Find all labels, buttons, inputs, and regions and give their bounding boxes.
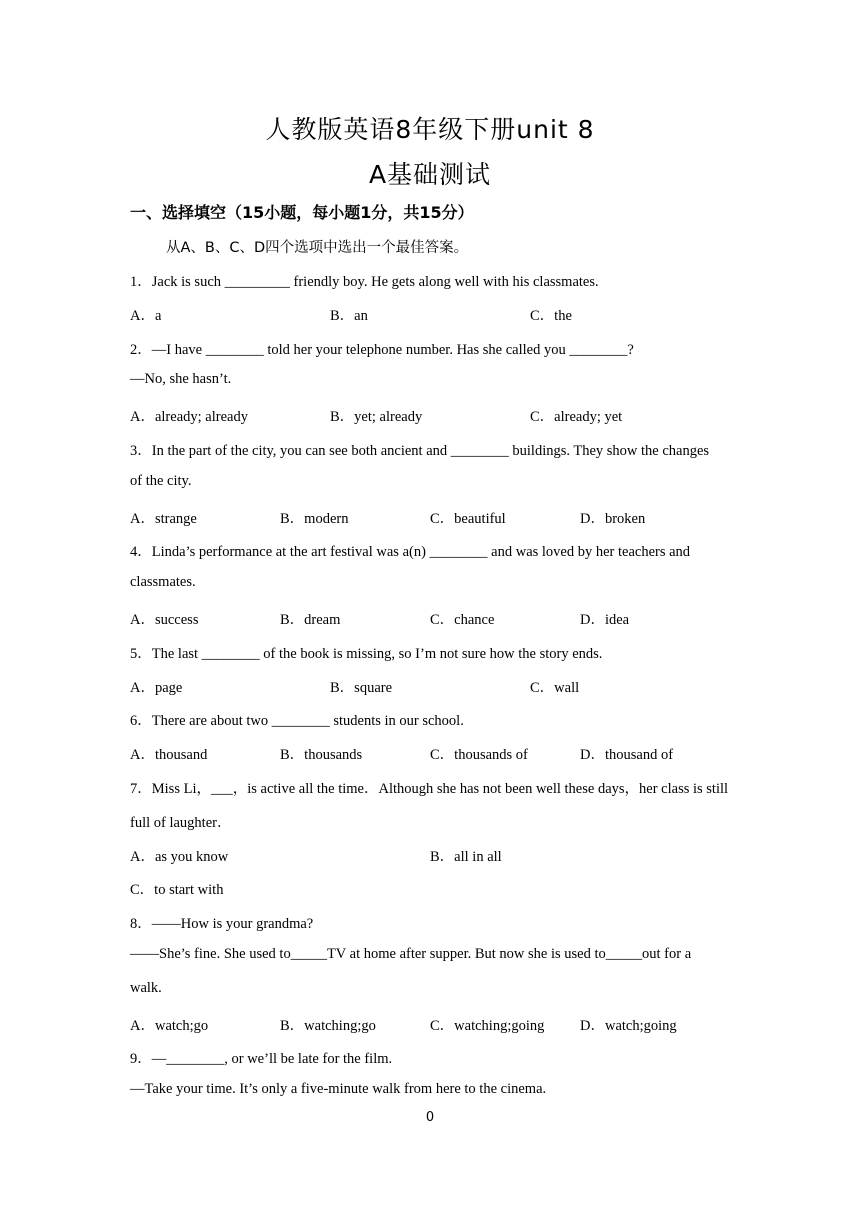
options-q3	[130, 507, 750, 527]
option-b: B．dream	[280, 612, 341, 628]
question-2: 2．—I have ________ told her your telephone number. Has she called you ________?	[130, 342, 634, 358]
option-a: A．a	[130, 308, 162, 324]
option-a: A．already; already	[130, 409, 248, 425]
option-c: C．wall	[530, 680, 580, 696]
options-q2	[130, 405, 750, 425]
option-a: A．watch;go	[130, 1018, 209, 1034]
question-3-continued: of the city.	[130, 473, 192, 489]
option-b: B．watching;go	[280, 1018, 376, 1034]
instruction: 从A、B、C、D四个选项中选出一个最佳答案。	[166, 240, 469, 256]
option-a: A．success	[130, 612, 199, 628]
document-title-line-1: 人教版英语8年级下册unit 8	[265, 115, 595, 144]
option-d: D．idea	[580, 612, 630, 628]
option-c: C．already; yet	[530, 409, 623, 425]
option-b: B．yet; already	[330, 409, 423, 425]
option-b: B．modern	[280, 511, 349, 527]
option-a: A．as you know	[130, 849, 229, 865]
options-q5	[130, 676, 750, 696]
option-d: D．watch;going	[580, 1018, 677, 1034]
option-b: B．all in all	[430, 849, 502, 865]
option-a: A．thousand	[130, 747, 208, 763]
question-4: 4．Linda’s performance at the art festival was a(n) ________ and was loved by her teachers and	[130, 544, 691, 560]
option-c: C．beautiful	[430, 511, 506, 527]
question-6: 6．There are about two ________ students in our school.	[130, 713, 464, 729]
option-b: B．square	[330, 680, 393, 696]
option-d: D．thousand of	[580, 747, 674, 763]
option-c: C．chance	[430, 612, 495, 628]
question-9-reply: —Take your time. It’s only a five-minute walk from here to the cinema.	[130, 1081, 547, 1097]
option-a: A．strange	[130, 511, 197, 527]
question-4-continued: classmates.	[130, 574, 196, 590]
option-a: A．page	[130, 680, 183, 696]
options-q8	[130, 1014, 750, 1034]
question-8: 8．——How is your grandma?	[130, 916, 314, 932]
section-heading: 一、选择填空（15小题，每小题1分，共15分）	[130, 203, 474, 222]
question-7: 7．Miss Li，___，is active all the time．Although she has not been well these days，her class is still	[130, 781, 729, 797]
question-5: 5．The last ________ of the book is missing, so I’m not sure how the story ends.	[130, 646, 603, 662]
question-1: 1．Jack is such _________ friendly boy. He gets along well with his classmates.	[130, 274, 599, 290]
option-b: B．thousands	[280, 747, 363, 763]
option-c: C．watching;going	[430, 1018, 545, 1034]
document-title-line-2: A基础测试	[368, 160, 492, 189]
question-8-continued: walk.	[130, 980, 162, 996]
page-number: 0	[425, 1110, 435, 1125]
question-2-reply: —No, she hasn’t.	[130, 371, 232, 387]
option-c: C．thousands of	[430, 747, 528, 763]
option-c: C．the	[530, 308, 572, 324]
question-3: 3．In the part of the city, you can see both ancient and ________ buildings. They show the changes	[130, 443, 710, 459]
question-7-continued: full of laughter．	[130, 815, 232, 831]
options-q7-row-2	[130, 878, 750, 898]
option-b: B．an	[330, 308, 368, 324]
option-d: D．broken	[580, 511, 646, 527]
question-8-reply: ——She’s fine. She used to_____TV at home after supper. But now she is used to_____out for a	[130, 946, 692, 962]
question-9: 9．—________, or we’ll be late for the film.	[130, 1051, 393, 1067]
options-q1	[130, 304, 750, 324]
options-q6	[130, 743, 750, 763]
option-c: C．to start with	[130, 882, 224, 898]
options-q4	[130, 608, 750, 628]
options-q7-row-1	[130, 845, 750, 865]
